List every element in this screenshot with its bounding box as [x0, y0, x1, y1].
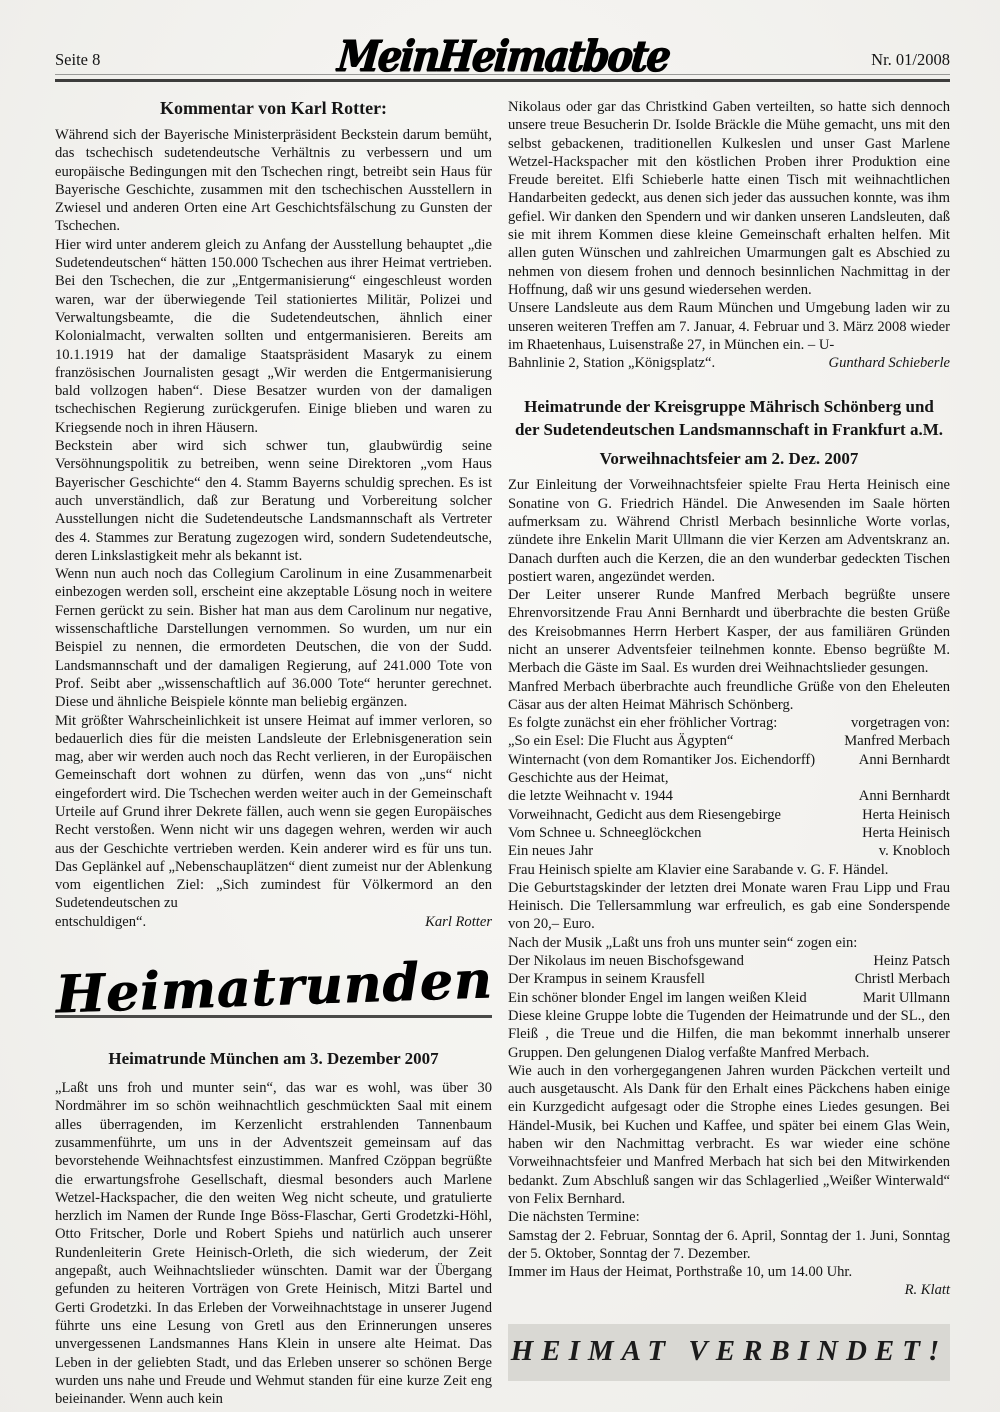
- entrance-figure: Ein schöner blonder Engel im langen weißen Kleid: [508, 989, 807, 1006]
- entrance-figure: Der Krampus in seinem Krausfell: [508, 971, 705, 988]
- kommentar-closing-text: entschuldigen“.: [55, 913, 147, 930]
- frankfurt-title-line1: Heimatrunde der Kreisgruppe Mährisch Schönberg und: [524, 397, 934, 417]
- program-row: [508, 732, 950, 750]
- program-performer: Anni Bernhardt: [858, 751, 950, 768]
- frankfurt-paragraph: Manfred Merbach überbrachte auch freundliche Grüße von den Eheleuten Cäsar aus der alten Heimat Mährisch Schönberg.: [508, 678, 950, 713]
- program-performer: Herta Heinisch: [862, 806, 950, 823]
- entrance-row: [508, 989, 950, 1007]
- program-item: Winternacht (von dem Romantiker Jos. Eichendorff): [508, 751, 816, 768]
- banner-text: HEIMAT VERBINDET!: [510, 1334, 948, 1367]
- two-column-layout: [55, 98, 950, 1408]
- entrance-performer: Marit Ullmann: [862, 989, 950, 1006]
- program-row: [508, 751, 950, 769]
- frankfurt-paragraph: Diese kleine Gruppe lobte die Tugenden der Heimatrunde und der SL., den Fleiß , die Treue und die Hilfen, die man bekommt innerhalb unserer Gruppen. Den gelungenen Dialog verfaßte Manfred Merbach.: [508, 1007, 950, 1061]
- program-performer: vorgetragen von:: [850, 715, 950, 732]
- frankfurt-article-title: [508, 396, 950, 442]
- program-row: [508, 787, 950, 805]
- frankfurt-signature-row: [508, 1281, 950, 1299]
- entrance-performer: Christl Merbach: [854, 971, 950, 988]
- frankfurt-paragraph: Frau Heinisch spielte am Klavier eine Sarabande v. G. F. Händel.: [508, 861, 889, 878]
- program-performer: Herta Heinisch: [862, 824, 950, 841]
- frankfurt-subtitle: Vorweihnachtsfeier am 2. Dez. 2007: [599, 449, 859, 469]
- heimatrunden-section-header: [54, 949, 493, 1041]
- heimat-verbindet-banner: [508, 1324, 950, 1381]
- muenchen-continuation-paragraph: Nikolaus oder gar das Christkind Gaben verteilten, so hatte sich dennoch unsere treue Besucherin Dr. Isolde Bräckle die Mühe gemacht, uns mit den selbst gebackenen, traditionellen Kulkeslen und unser Gast Marlene Wetzel-Hackspacher mit den köstlichen Proben ihrer Produktion eine Freude bereitet. Elfi Schieberle hatte einen Tisch mit weihnachtlichen Handarbeiten gedeckt, aus denen sich jeder das aussuchen konnte, was ihm gefiel. Wir danken den Spendern und wir danken unseren Landsleuten, daß sie mit ihrem Kommen diese kleine Gemeinschaft erhalten helfen. Mit allen guten Wünschen und zahlreichen Umarmungen galt es Abschied zu nehmen von diesem frohen und dennoch besinnlichen Nachmittag in der Hoffnung, daß wir uns gesund wiedersehen werden.: [508, 99, 950, 298]
- kommentar-signature: Karl Rotter: [425, 913, 492, 930]
- frankfurt-paragraph: Die Geburtstagskinder der letzten drei Monate waren Frau Lipp und Frau Heinisch. Die Tellersammlung war erfreulich, es gab eine Sonderspende von 20,– Euro.: [508, 879, 950, 933]
- masthead-logo: MeinHeimatbote: [334, 30, 671, 81]
- program-item: Es folgte zunächst ein eher fröhlicher Vortrag:: [508, 715, 778, 732]
- frankfurt-paragraph: Der Leiter unserer Runde Manfred Merbach begrüßte unsere Ehrenvorsitzende Frau Anni Bernhardt und überbrachte die besten Grüße des Kreisobmannes Herrn Herbert Kasper, der aus familiären Gründen nicht an unserer Adventsfeier teilnehmen konnte. Ebenso begrüßte M. Merbach die Gäste im Saal. Es wurden drei Weihnachtslieder gesungen.: [508, 587, 950, 677]
- program-item: Vom Schnee u. Schneeglöckchen: [508, 824, 702, 841]
- entrance-row: [508, 952, 950, 970]
- entrance-performer: Heinz Patsch: [873, 953, 950, 970]
- frankfurt-paragraph: Wie auch in den vorhergegangenen Jahren wurden Päckchen verteilt und auch ausgetauscht. Als Dank für den Erhalt eines Päckchens haben einige ein Kurzgedicht aufgesagt oder die Strophe eines Liedes gesungen. Bei Händel-Musik, bei Kuchen und Kaffee, und später bei einem Glas Wein, haben wir den Nachmittag verbracht. Es war wieder eine schöne Vorweihnachtsfeier und Manfred Merbach hat sich bei den Mitwirkenden bedankt. Zum Abschluß sangen wir das Schlagerlied „Weißer Winterwald“ von Felix Bernhard.: [508, 1062, 950, 1207]
- issue-number: Nr. 01/2008: [871, 50, 950, 69]
- program-row: [508, 842, 950, 860]
- muenchen-signature: Gunthard Schieberle: [828, 355, 950, 372]
- program-item: Ein neues Jahr: [508, 843, 594, 860]
- program-row: [508, 824, 950, 842]
- program-item: „So ein Esel: Die Flucht aus Ägypten“: [508, 733, 734, 750]
- program-row: [508, 714, 950, 732]
- frankfurt-termine-label: Die nächsten Termine:: [508, 1209, 640, 1226]
- program-performer: Manfred Merbach: [844, 733, 950, 750]
- kommentar-paragraph: Mit größter Wahrscheinlichkeit ist unsere Heimat auf immer verloren, so bedauerlich dies für die meisten Landsleute der Erlebnisgeneration sein mag, aber wir werden auch noch das Recht verlieren, in der Europäischen Gemeinschaft dort wohnen zu dürfen, wenn das von „uns“ nicht eingefordert wird. Die Tschechen werden weiter auch in der Gemeinschaft Urteile auf Grund ihrer Dekrete fällen, auch wenn sie gegen Europäisches Recht verstoßen. Wenn nicht wir uns dagegen wehren, werden wir auch aus der Geschichte vertrieben werden. Kein anderer wird es für uns tun. Das Geplänkel auf „Nebenschauplätzen“ dient zumeist nur der Ablenkung vom eigentlichen Ziel: „Sich zumindest für Völkermord an den Sudetendeutschen zu: [55, 712, 492, 912]
- kommentar-paragraph: Wenn nun auch noch das Collegium Carolinum in eine Zusammenarbeit einbezogen werden soll, erscheint eine akzeptable Lösung noch in weitere Fernen gerückt zu sein. Bisher hat man aus dem Carolinum nur negative, wissenschaftliche Darstellungen vernommen. So wurden, um nur ein Beispiel zu nennen, die ermordeten Deutschen, die von der Sudd. Landsmannschaft und der damaligen Regierung, auf 241.000 Tote von Prof. Seibt aber „wissenschaftlich auf 36.000 Tote“ herunter gerechnet. Diese und ähnliche Beispiele könnte man beliebig ergänzen.: [55, 566, 492, 711]
- right-column: [508, 98, 950, 1408]
- entrance-figure: Der Nikolaus im neuen Bischofsgewand: [508, 953, 744, 970]
- muenchen-invite-tail: Bahnlinie 2, Station „Königsplatz“.: [508, 355, 716, 372]
- frankfurt-signature: R. Klatt: [904, 1282, 950, 1299]
- frankfurt-venue: Immer im Haus der Heimat, Porthstraße 10, um 14.00 Uhr.: [508, 1264, 853, 1281]
- kommentar-signature-row: [55, 913, 492, 931]
- kommentar-paragraph: Während sich der Bayerische Ministerpräsident Beckstein darum bemüht, das tschechisch sudetendeutsche Verhältnis zu verbessern und um europäische Bedingungen mit den Tschechen ringt, betreibt sein Haus für Bayerische Geschichte, zusammen mit den tschechischen Ausstellern in Zwiesel und anderen Orten eine Art Geschichtsfälschung zu Gunsten der Tschechen.: [55, 127, 492, 235]
- program-item: Vorweihnacht, Gedicht aus dem Riesengebirge: [508, 806, 782, 823]
- program-performer: [942, 769, 950, 787]
- page-header: [55, 26, 950, 81]
- program-row: [508, 769, 950, 787]
- kommentar-paragraph: Hier wird unter anderem gleich zu Anfang der Ausstellung behauptet „die Sudetendeutschen“ hätten 150.000 Tschechen aus ihrer Heimat vertrieben. Bei den Tschechen, die zur „Entgermanisierung“ eingeschleust worden waren, war der überwiegende Teil stationiertes Militär, Polizei und Verwaltungsbeamte, die die Sudetendeutschen, ähnlich einer Kolonialmacht, verwalten sollten und entgermanisieren. Bereits am 10.1.1919 hat der damalige Staatspräsident Masaryk zu einem französischen Journalisten gesagt „Wir werden die Entgermanisierung bald vollzogen haben“. Diese Besatzer wurden von der damaligen tschechischen Regierung zurückgerufen. Einige blieben und waren zu Kriegsende noch in ihren Häusern.: [55, 236, 492, 436]
- heimatrunden-script-title: Heimatrunden: [54, 949, 493, 1026]
- frankfurt-paragraph: Zur Einleitung der Vorweihnachtsfeier spielte Frau Herta Heinisch eine Sonatine von G. Friedrich Händel. Die Anwesenden im Saale hörten aufmerksam zu. Während Christl Merbach besinnliche Worte vorlas, zündete ihre Enkelin Marit Ullmann die vier Kerzen am Adventskranz an. Danach durften auch die Kerzen, die an den wunderbar gedeckten Tischen postiert waren, angezündet werden.: [508, 477, 950, 585]
- frankfurt-termine: Samstag der 2. Februar, Sonntag der 6. April, Sonntag der 1. Juni, Sonntag der 5. Oktober, Sonntag der 7. Dezember.: [508, 1227, 950, 1262]
- muenchen-invite-paragraph: Unsere Landsleute aus dem Raum München und Umgebung laden wir zu unseren weiteren Treffen am 7. Januar, 4. Februar und 3. März 2008 wieder im Rhaetenhaus, Luisenstraße 27, in München ein. – U-: [508, 300, 950, 353]
- program-item: die letzte Weihnacht v. 1944: [508, 788, 673, 805]
- muenchen-paragraph: „Laßt uns froh und munter sein“, das war es wohl, was über 30 Nordmährer im so schön weihnachtlich geschmückten Saal mit einem alles überragenden, im Kerzenlicht erstrahlenden Tannenbaum zusammenführte, um uns in der Adventszeit gemeinsam auf das bevorstehende Weihnachtsfest einzustimmen. Manfred Czöppan begrüßte die erwartungsfrohe Gesellschaft, diesmal besonders auch Marlene Wetzel-Hackspacher, die den weiten Weg nicht scheute, und gratulierte herzlich im Namen der Runde Inge Böss-Flaschar, Gerti Grodetzki-Höhl, Otto Fritscher, Dorle und Robert Spiehs und natürlich auch unserer Rundenleiterin Grete Heinisch-Orleth, die sich wiederum, der Zeit angepaßt, auch Weihnachtslieder wünschten. Damit war der Übergang gefunden zu heiteren Vorträgen von Grete Heinisch, Mitzi Bartel und Gerti Grodetzki. In das Erleben der Vorweihnachtstage in unserer Jugend führte uns eine Lesung von Gretl aus den Erinnerungen unseres unvergessenen Landsmannes Hans Klein in unsere alte Heimat. Das Leben in der geliebten Stadt, und das Erleben unserer so schönen Berge wurden uns nahe und Freude und Wehmut standen für eine kurze Zeit eng beieinander. Wenn auch kein: [55, 1080, 492, 1408]
- muenchen-article-title: Heimatrunde München am 3. Dezember 2007: [108, 1049, 439, 1069]
- kommentar-paragraph: Beckstein aber wird sich schwer tun, glaubwürdig seine Versöhnungspolitik zu betreiben, wenn seine Direktoren „vom Haus Bayerischer Geschichte“ den 4. Stamm Bayerns schuldig sprechen. Es ist auch unverständlich, daß zur Beratung und Vorbereitung solcher Ausstellungen nicht die Sudetendeutsche Landsmannschaft als Vertreter des 4. Stammes zur Beratung zugezogen wird, sondern Sudetendeutsche, deren Linkslastigkeit mehr als bekannt ist.: [55, 438, 492, 564]
- program-performer: v. Knobloch: [878, 843, 950, 860]
- left-column: [55, 98, 492, 1408]
- program-performer: Anni Bernhardt: [858, 788, 950, 805]
- frankfurt-paragraph: Nach der Musik „Laßt uns froh uns munter sein“ zogen ein:: [508, 934, 858, 951]
- entrance-row: [508, 970, 950, 988]
- frankfurt-title-line2: der Sudetendeutschen Landsmannschaft in Frankfurt a.M.: [514, 420, 944, 440]
- muenchen-signature-row: [508, 354, 950, 372]
- kommentar-title: Kommentar von Karl Rotter:: [159, 98, 388, 118]
- program-item: Geschichte aus der Heimat,: [508, 770, 669, 787]
- page-number: Seite 8: [55, 50, 101, 69]
- program-row: [508, 806, 950, 824]
